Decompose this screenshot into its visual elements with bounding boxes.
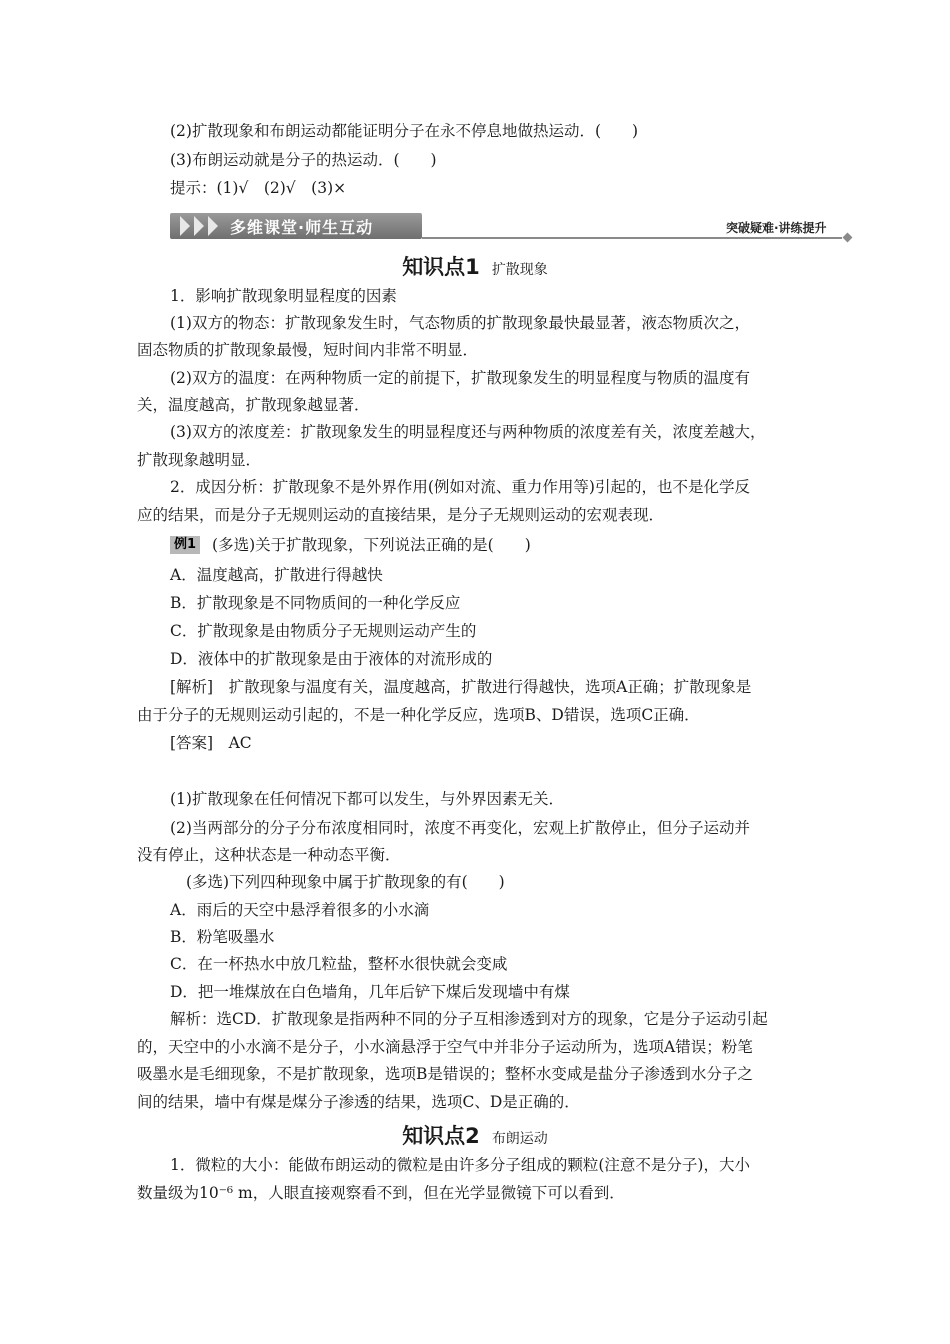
section-heading-2 bbox=[0, 1120, 950, 1150]
paragraph-line: 固态物质的扩散现象最慢，短时间内非常不明显． bbox=[137, 341, 479, 359]
diamond-icon bbox=[843, 233, 853, 243]
paragraph-line: 关，温度越高，扩散现象越显著． bbox=[137, 396, 370, 414]
section-title: 知识点2 bbox=[402, 1124, 480, 1148]
analysis-line: [解析] 扩散现象与温度有关，温度越高，扩散进行得越快，选项A正确；扩散现象是 bbox=[170, 678, 752, 696]
banner-title: 多维课堂·师生互动 bbox=[230, 218, 374, 237]
practice-option-a: A．雨后的天空中悬浮着很多的小水滴 bbox=[170, 901, 430, 919]
section-title: 知识点1 bbox=[402, 255, 480, 279]
paragraph-line: 扩散现象越明显． bbox=[137, 451, 262, 469]
practice-option-d: D．把一堆煤放在白色墙角，几年后铲下煤后发现墙中有煤 bbox=[170, 983, 570, 1001]
practice-analysis-line: 的，天空中的小水滴不是分子，小水滴悬浮于空气中并非分子运动所为，选项A错误；粉笔 bbox=[137, 1038, 753, 1056]
section-subtitle: 扩散现象 bbox=[491, 262, 548, 278]
paragraph-line: (2)双方的温度：在两种物质一定的前提下，扩散现象发生的明显程度与物质的温度有 bbox=[170, 369, 750, 387]
note-line: (2)当两部分的分子分布浓度相同时，浓度不再变化，宏观上扩散停止，但分子运动并 bbox=[170, 819, 750, 837]
banner-rule bbox=[422, 237, 842, 239]
option-d: D．液体中的扩散现象是由于液体的对流形成的 bbox=[170, 650, 493, 668]
chevron-right-icon bbox=[194, 216, 204, 236]
practice-analysis-line: 解析：选CD．扩散现象是指两种不同的分子互相渗透到对方的现象，它是分子运动引起 bbox=[170, 1010, 768, 1028]
judgement-item-2: (2)扩散现象和布朗运动都能证明分子在永不停息地做热运动．( ) bbox=[170, 122, 639, 140]
paragraph-line: 2．成因分析：扩散现象不是外界作用(例如对流、重力作用等)引起的，也不是化学反 bbox=[170, 478, 750, 496]
chevron-right-icon bbox=[180, 216, 190, 236]
banner-subtitle: 突破疑难·讲练提升 bbox=[726, 221, 827, 235]
practice-option-c: C．在一杯热水中放几粒盐，整杯水很快就会变咸 bbox=[170, 955, 508, 973]
option-a: A．温度越高，扩散进行得越快 bbox=[170, 566, 383, 584]
section-banner bbox=[170, 211, 850, 243]
option-b: B．扩散现象是不同物质间的一种化学反应 bbox=[170, 594, 461, 612]
paragraph-line: 1．影响扩散现象明显程度的因素 bbox=[170, 287, 397, 305]
practice-analysis-line: 吸墨水是毛细现象，不是扩散现象，选项B是错误的；整杯水变咸是盐分子渗透到水分子之 bbox=[137, 1065, 753, 1083]
paragraph-line: (3)双方的浓度差：扩散现象发生的明显程度还与两种物质的浓度差有关，浓度差越大， bbox=[170, 423, 766, 441]
hint-line: 提示：(1)√ (2)√ (3)× bbox=[170, 179, 347, 197]
paragraph-line: (1)双方的物态：扩散现象发生时，气态物质的扩散现象最快最显著，液态物质次之， bbox=[170, 314, 750, 332]
section-heading-1 bbox=[0, 251, 950, 281]
option-c: C．扩散现象是由物质分子无规则运动产生的 bbox=[170, 622, 477, 640]
paragraph-line: 数量级为10⁻⁶ m，人眼直接观察看不到，但在光学显微镜下可以看到． bbox=[137, 1184, 625, 1202]
note-line: (1)扩散现象在任何情况下都可以发生，与外界因素无关． bbox=[170, 790, 564, 808]
practice-option-b: B．粉笔吸墨水 bbox=[170, 928, 275, 946]
example-badge: 例1 bbox=[170, 536, 200, 554]
answer-line: [答案] AC bbox=[170, 734, 252, 752]
example-question-text: (多选)关于扩散现象，下列说法正确的是( ) bbox=[212, 536, 531, 554]
section-subtitle: 布朗运动 bbox=[491, 1131, 548, 1147]
note-line: 没有停止，这种状态是一种动态平衡． bbox=[137, 846, 401, 864]
chevron-right-icon bbox=[208, 216, 218, 236]
judgement-item-3: (3)布朗运动就是分子的热运动．( ) bbox=[170, 151, 437, 169]
example-question bbox=[170, 532, 850, 559]
paragraph-line: 1．微粒的大小：能做布朗运动的微粒是由许多分子组成的颗粒(注意不是分子)，大小 bbox=[170, 1156, 750, 1174]
analysis-line: 由于分子的无规则运动引起的，不是一种化学反应，选项B、D错误，选项C正确． bbox=[137, 706, 700, 724]
paragraph-line: 应的结果，而是分子无规则运动的直接结果，是分子无规则运动的宏观表现． bbox=[137, 506, 665, 524]
practice-question: (多选)下列四种现象中属于扩散现象的有( ) bbox=[186, 873, 505, 891]
practice-analysis-line: 间的结果，墙中有煤是煤分子渗透的结果，选项C、D是正确的． bbox=[137, 1093, 580, 1111]
